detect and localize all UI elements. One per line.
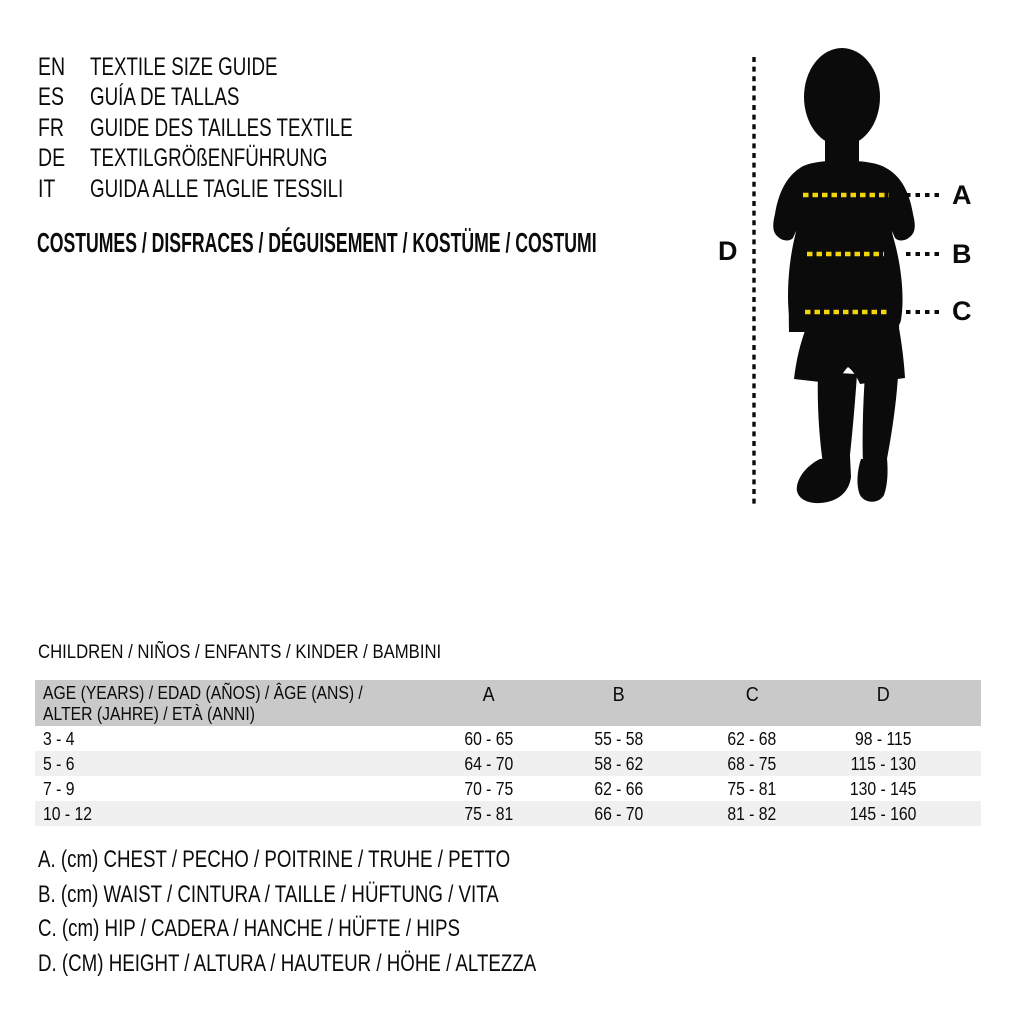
chest-value: 70 - 75 — [464, 777, 514, 799]
column-header-a-label: A — [482, 684, 496, 706]
category-title: COSTUMES / DISFRACES / DÉGUISEMENT / KOSTÜME / COSTUMI — [37, 227, 597, 258]
language-code: DE — [38, 144, 66, 173]
legend-line-height — [38, 947, 677, 982]
measure-label-a: A — [952, 180, 972, 210]
waist-value: 58 - 62 — [594, 752, 644, 774]
age-header-line2: ALTER (JAHRE) / ETÀ (ANNI) — [43, 702, 256, 724]
age-cell — [35, 803, 425, 825]
legend-line-hip — [38, 912, 677, 947]
waist-cell — [553, 728, 685, 750]
legend-line-height-text: D. (CM) HEIGHT / ALTURA / HAUTEUR / HÖHE / ALTEZZA — [38, 949, 537, 977]
language-label: GUIDE DES TAILLES TEXTILE — [90, 113, 353, 142]
measure-label-b: B — [952, 239, 972, 269]
waist-value: 55 - 58 — [594, 727, 644, 749]
height-cell — [819, 778, 981, 800]
chest-value: 60 - 65 — [464, 727, 514, 749]
legend-line-hip-text: C. (cm) HIP / CADERA / HANCHE / HÜFTE / HIPS — [38, 915, 460, 943]
children-table-heading: CHILDREN / NIÑOS / ENFANTS / KINDER / BAMBINI — [38, 642, 442, 663]
language-code: ES — [38, 83, 65, 112]
age-value: 10 - 12 — [43, 802, 92, 824]
hip-cell — [685, 778, 819, 800]
size-table-header-row — [35, 680, 981, 726]
column-header-b — [553, 680, 685, 707]
language-label: TEXTILGRÖßENFÜHRUNG — [90, 144, 328, 173]
size-table-row — [35, 751, 981, 776]
age-value: 3 - 4 — [43, 727, 75, 749]
height-cell — [819, 803, 981, 825]
hip-value: 68 - 75 — [727, 752, 777, 774]
hip-cell — [685, 803, 819, 825]
age-header-line1: AGE (YEARS) / EDAD (AÑOS) / ÂGE (ANS) / — [43, 682, 363, 703]
chest-cell — [425, 778, 553, 800]
age-value: 7 - 9 — [43, 777, 75, 799]
height-value: 145 - 160 — [849, 802, 917, 824]
height-cell — [819, 753, 981, 775]
chest-cell — [425, 753, 553, 775]
column-header-d — [819, 680, 981, 707]
legend-line-chest-text: A. (cm) CHEST / PECHO / POITRINE / TRUHE / PETTO — [38, 846, 511, 874]
language-code: FR — [38, 113, 64, 142]
legend-line-waist-text: B. (cm) WAIST / CINTURA / TAILLE / HÜFTUNG / VITA — [38, 880, 499, 908]
age-value: 5 - 6 — [43, 752, 75, 774]
height-value: 115 - 130 — [850, 752, 916, 774]
size-table-row — [35, 801, 981, 826]
language-code: EN — [38, 52, 66, 81]
hip-value: 62 - 68 — [727, 727, 777, 749]
waist-cell — [553, 778, 685, 800]
legend-line-chest — [38, 843, 677, 878]
hip-value: 81 - 82 — [727, 802, 777, 824]
size-table-row — [35, 726, 981, 751]
measure-label-d: D — [718, 236, 738, 266]
hip-cell — [685, 753, 819, 775]
waist-cell — [553, 803, 685, 825]
chest-cell — [425, 803, 553, 825]
height-cell — [819, 728, 981, 750]
size-table-row — [35, 776, 981, 801]
age-cell — [35, 728, 425, 750]
column-header-d-label: D — [876, 684, 890, 706]
waist-value: 62 - 66 — [594, 777, 644, 799]
chest-value: 75 - 81 — [464, 802, 514, 824]
language-label: TEXTILE SIZE GUIDE — [90, 52, 278, 81]
height-value: 98 - 115 — [854, 727, 912, 749]
size-table — [35, 680, 981, 826]
language-label: GUÍA DE TALLAS — [90, 83, 240, 112]
age-cell — [35, 753, 425, 775]
column-header-c — [685, 680, 819, 707]
age-cell — [35, 778, 425, 800]
legend-line-waist — [38, 878, 677, 913]
height-value: 130 - 145 — [849, 777, 917, 799]
hip-value: 75 - 81 — [727, 777, 777, 799]
language-code: IT — [38, 174, 56, 203]
waist-cell — [553, 753, 685, 775]
language-label: GUIDA ALLE TAGLIE TESSILI — [90, 174, 344, 203]
column-header-a — [425, 680, 553, 707]
chest-cell — [425, 728, 553, 750]
measure-label-c: C — [952, 296, 972, 326]
child-silhouette — [773, 48, 914, 503]
column-header-c-label: C — [745, 684, 759, 706]
chest-value: 64 - 70 — [464, 752, 514, 774]
hip-cell — [685, 728, 819, 750]
age-column-header — [35, 680, 425, 724]
column-header-b-label: B — [612, 684, 626, 706]
waist-value: 66 - 70 — [594, 802, 644, 824]
measurement-legend — [38, 843, 677, 981]
